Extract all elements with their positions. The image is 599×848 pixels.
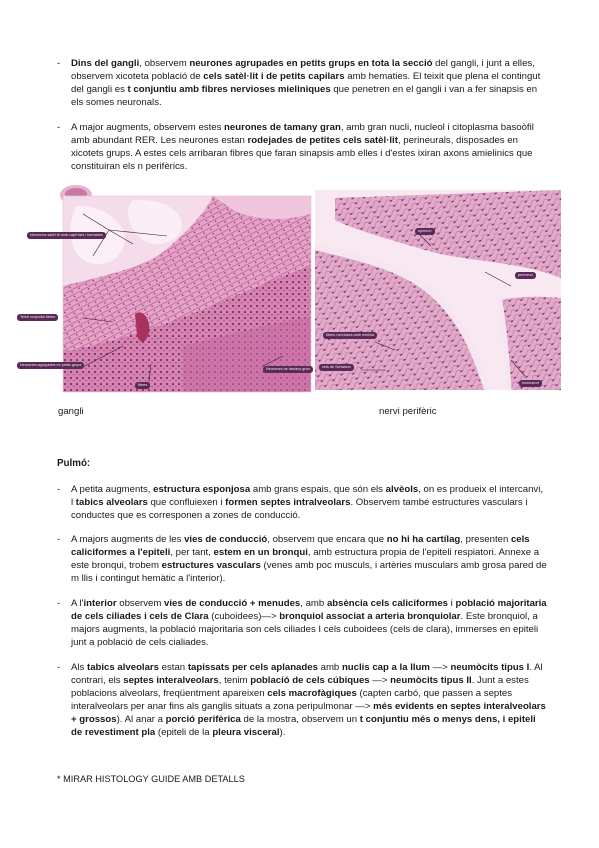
bold-phrase: no hi ha cartílag	[386, 534, 461, 545]
text-run: (capten carbó, que passen a septes interalveolars per anar fins als ganglis situats a zona peripulmonar —>	[71, 688, 513, 712]
bold-phrase: vies de conducció	[184, 534, 268, 545]
bullet-text	[71, 597, 547, 649]
right-label-4: cels de Schwann	[319, 364, 354, 371]
text-run: , observem que encara que	[267, 534, 387, 545]
bold-phrase: neurones agrupades en petits grups en tota la secció	[189, 58, 433, 69]
bold-phrase: tabics alveolars	[87, 662, 159, 673]
text-run: , amb estructura propia de l'epiteli respiatori. Annexe a este bronqui, trobem	[71, 547, 540, 571]
bullet-text	[71, 483, 547, 522]
bold-phrase: nuclis cap a la llum	[341, 662, 430, 673]
text-run: —>	[369, 675, 391, 686]
text-run: A majors augments de les	[71, 534, 185, 545]
text-run: , amb gran nucli, nucleol i citoplasma basoòfil amb abundant RER. Les neurones estan	[71, 122, 534, 146]
bold-phrase: t conjuntiu amb fibres nervioses mieliniques	[127, 84, 331, 95]
text-run: , tenim	[218, 675, 251, 686]
text-run: —>	[429, 662, 451, 673]
text-run: (venes amb poc musculs, i artèries musculars amb grosa pared de m llis i contingut hemàtic a l'interior).	[71, 560, 547, 584]
ganglion-micrograph	[20, 196, 311, 392]
bold-phrase: alvèols	[385, 484, 419, 495]
bold-phrase: formen septes intralveolars	[225, 497, 351, 508]
text-run: . Este bronquiol, a majors augments, la població majoritaria son cels ciliades I cels cuboidees (cels de clara), immerses en epiteli junt a població de cels cialiades.	[71, 611, 539, 648]
ganglion-caption: gangli	[58, 406, 84, 417]
nerve-micrograph	[315, 190, 561, 390]
bold-phrase: absència cels caliciformes	[326, 598, 448, 609]
bold-phrase: septes interalveolars	[123, 675, 219, 686]
text-run: de la mostra, observem un	[240, 714, 360, 725]
bold-phrase: tapissats per cels aplanades	[187, 662, 318, 673]
text-run: observem	[116, 598, 165, 609]
pulmo-bullet-1: - A petita augments, estructura esponjosa amb grans espais, que són els alvèols, on es produeix el intercanvi, l tabics alveolars que confluiexen i formen septes intralveolars. Observem també estructures vasculars i conductes que es corresponen a zones de conducció.	[57, 483, 547, 522]
bold-phrase: tabics alveolars	[75, 497, 148, 508]
left-label-5: fibres	[135, 382, 150, 389]
text-run: ).	[279, 727, 286, 738]
bold-phrase: bronquiol associat a arteria bronquiolar	[279, 611, 461, 622]
text-run: A petita augments,	[71, 484, 154, 495]
bold-phrase: cels caliciformes a l'epiteli	[71, 534, 530, 558]
bold-phrase: neumòcits tipus I	[450, 662, 530, 673]
text-run: , on es produeix el intercanvi, l	[71, 484, 543, 508]
bullet-text	[71, 57, 547, 109]
bold-phrase: neumòcits tipus II	[390, 675, 472, 686]
bullet-text	[71, 121, 547, 173]
text-run: . Junt a estes poblacions alveolars, freqüentment apareixen	[71, 675, 529, 699]
bold-phrase: t conjuntiu més o menys dens, i epiteli de revestiment pla	[71, 714, 536, 738]
bold-phrase: porció perifèrica	[165, 714, 241, 725]
right-label-2: perineuri	[515, 272, 536, 279]
bold-phrase: rodejades de petites cels satèl·lit	[247, 135, 398, 146]
text-run: que penetren en el gangli i van a fer sinapsis en els somes neuronals.	[71, 84, 538, 108]
bold-phrase: més evidents en septes interalveolars + grossos	[71, 701, 546, 725]
text-run: , observem	[139, 58, 190, 69]
right-label-1: epineuri	[415, 228, 435, 235]
footnote: * MIRAR HISTOLOGY GUIDE AMB DETALLS	[57, 774, 245, 784]
right-label-5: endoneuri	[519, 380, 542, 387]
bullet-text	[71, 533, 547, 585]
bold-phrase: cels satèl·lit i de petits capilars	[203, 71, 345, 82]
text-run: . Al contrari, els	[71, 662, 543, 686]
text-run: amb hematies. El teixit que plena el contingut del gangli es	[71, 71, 541, 95]
text-run: Als	[71, 662, 87, 673]
text-run: . Observem també estructures vasculars i conductes que es corresponen a zones de conducció.	[71, 497, 528, 521]
pulmo-bullet-2: - A majors augments de les vies de conducció, observem que encara que no hi ha cartílag, presenten cels caliciformes a l'epiteli, per tant, estem en un bronqui, amb estructura propia de l'epiteli respiatori. Annexe a este bronqui, trobem estructures vasculars (venes amb poc musculs, i artèries musculars amb grosa pared de m llis i contingut hemàtic a l'interior).	[57, 534, 547, 584]
text-run: (epiteli de la	[155, 727, 213, 738]
nerve-caption: nervi perifèric	[379, 406, 437, 417]
text-run: del gangli, i junt a elles, observem xicoteta població de	[71, 58, 535, 82]
bullet-text	[71, 661, 547, 739]
pulmo-bullet-4: - Als tabics alveolars estan tapissats per cels aplanades amb nuclis cap a la llum —> neumòcits tipus I. Al contrari, els septes interalveolars, tenim població de cels cúbiques —> neumòcits tipus II. Junt a estes poblacions alveolars, freqüentment apareixen cels macrofàgiques (capten carbó, que passen a septes interalveolars per anar fins als ganglis situats a zona peripulmonar —> més evidents en septes interalveolars + grossos). Al anar a porció perifèrica de la mostra, observem un t conjuntiu més o menys dens, i epiteli de revestiment pla (epiteli de la pleura visceral).	[57, 662, 546, 738]
left-label-3: Neurones agrupades en petits grups	[17, 362, 84, 369]
bold-phrase: vies de conducció + menudes	[164, 598, 301, 609]
text-run: amb grans espais, que són els	[250, 484, 386, 495]
bold-phrase: població de cels cúbiques	[250, 675, 370, 686]
text-run: que confluiexen i	[147, 497, 226, 508]
right-label-3: fibres nervioses amb mielina	[323, 332, 377, 339]
text-run: A major augments, observem estes	[71, 122, 225, 133]
bold-phrase: interior	[83, 598, 117, 609]
ganglion-bullet-1: - Dins del gangli, observem neurones agrupades en petits grups en tota la secció del gangli, i junt a elles, observem xicoteta població de cels satèl·lit i de petits capilars amb hematies. El teixit que plena el contingut del gangli es t conjuntiu amb fibres nervioses mieliniques que penetren en el gangli i van a fer sinapsis en els somes neuronals.	[57, 57, 547, 109]
text-run: A l'	[71, 598, 84, 609]
bold-phrase: cels macrofàgiques	[267, 688, 357, 699]
pulmo-bullet-3: - A l'interior observem vies de conducció + menudes, amb absència cels caliciformes i població majoritaria de cels ciliades i cels de Clara (cuboidees)—> bronquiol associat a arteria bronquiolar. Este bronquiol, a majors augments, la població majoritaria son cels ciliades I cels cuboidees (cels de clara), immerses en epiteli junt a població de cels cialiades.	[57, 598, 547, 648]
text-run: , perineurals, disposades en xicotets grups. A estes cels arribaran fibres que faran sinapsis amb elles i d'estes ixiran axons amielinics que constituiran els n perifèrics.	[71, 135, 533, 172]
left-label-4: Neurones de tamany gran	[263, 366, 313, 373]
left-label-2: Teixit conjuntiu fibres	[17, 314, 58, 321]
text-run: i	[448, 598, 456, 609]
ganglion-bullet-2: - A major augments, observem estes neurones de tamany gran, amb gran nucli, nucleol i citoplasma basoòfil amb abundant RER. Les neurones estan rodejades de petites cels satèl·lit, perineurals, disposades en xicotets grups. A estes cels arribaran fibres que faran sinapsis amb elles i d'estes ixiran axons amielinics que constituiran els n perifèrics.	[57, 121, 547, 173]
bold-phrase: estem en un bronqui	[213, 547, 308, 558]
text-run: amb	[317, 662, 342, 673]
text-run: estan	[159, 662, 188, 673]
bold-phrase: població majoritaria de cels ciliades i cels de Clara	[71, 598, 547, 622]
text-run: (cuboidees)—>	[208, 611, 280, 622]
text-run: , presenten	[460, 534, 511, 545]
bold-phrase: Dins del gangli	[71, 58, 140, 69]
text-run: , amb	[300, 598, 327, 609]
text-run: ). Al anar a	[116, 714, 166, 725]
text-run: , per tant,	[170, 547, 214, 558]
bold-phrase: pleura visceral	[212, 727, 280, 738]
bold-phrase: estructures vasculars	[161, 560, 261, 571]
left-label-1: Neurones satèl·lit amb capil·lars i hematies	[27, 232, 106, 239]
bold-phrase: neurones de tamany gran	[224, 122, 341, 133]
bold-phrase: estructura esponjosa	[153, 484, 251, 495]
section-heading-pulmo: Pulmó:	[57, 458, 91, 469]
